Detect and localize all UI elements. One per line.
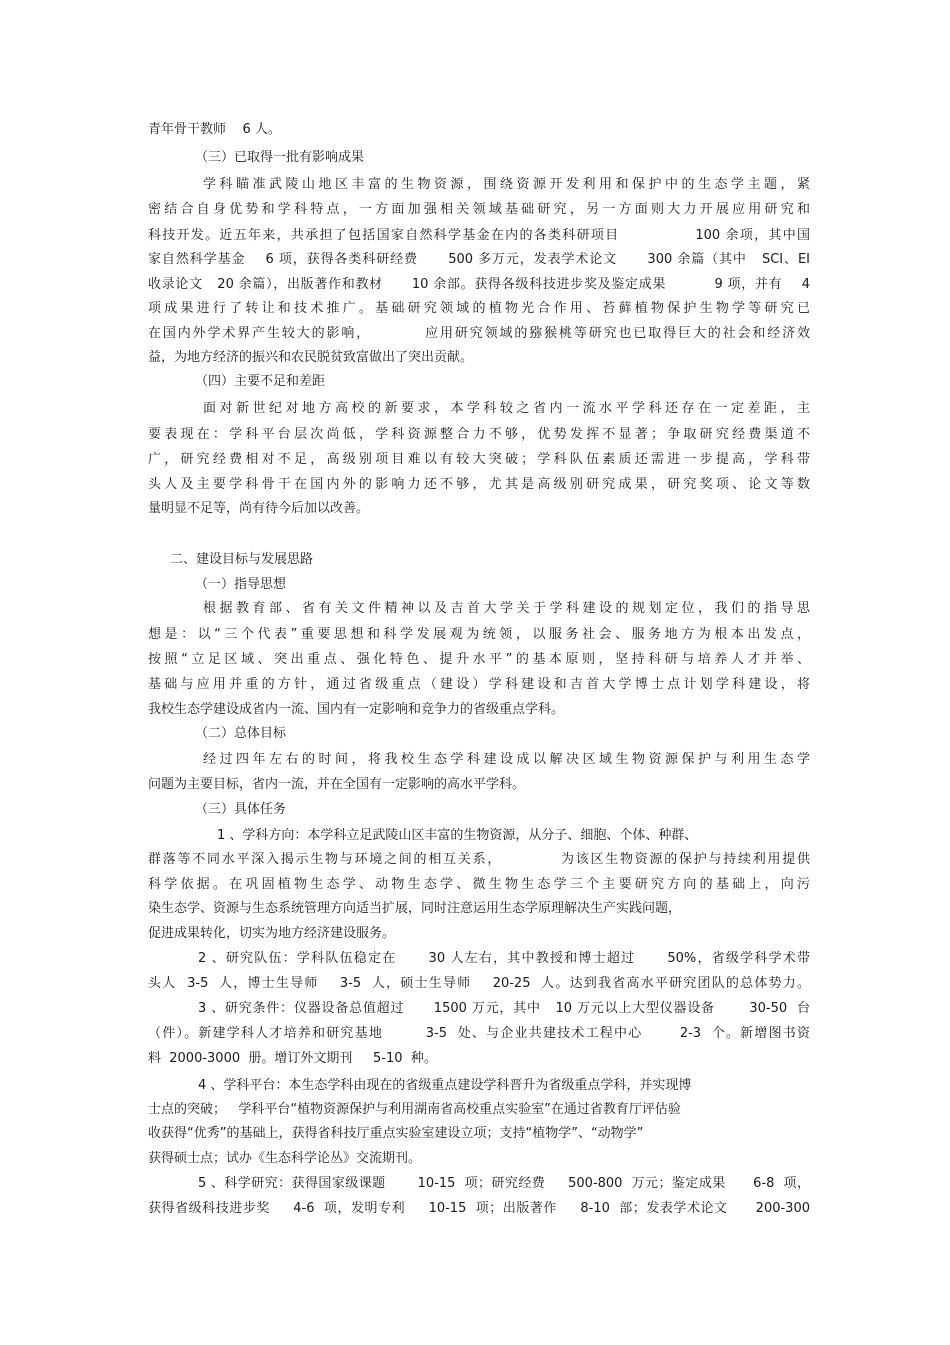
text-line: 益，为地方经济的振兴和农民脱贫致富做出了突出贡献。 bbox=[148, 350, 474, 365]
text-line: 4 、学科平台：本生态学科由现在的省级重点建设学科晋升为省级重点学科，并实现博 bbox=[198, 1078, 692, 1093]
section-heading: （四）主要不足和差距 bbox=[195, 374, 326, 389]
text-line: 5 、科学研究：获得国家级课题 10-15 项；研究经费 500-800 万元；鉴定成果 6-8 项， bbox=[198, 1176, 810, 1191]
text-line: 头人 3-5 人，博士生导师 3-5 人，硕士生导师 20-25 人。达到我省高水平研究团队的总体势力。 bbox=[148, 976, 810, 991]
text-line: 在国内外学术界产生较大的影响， 应用研究领域的猕猴桃等研究也已取得巨大的社会和经济效 bbox=[148, 326, 810, 341]
text-line: 项成果进行了转让和技术推广。基础研究领域的植物光合作用、苔藓植物保护生物学等研究已 bbox=[148, 301, 810, 316]
text-line: 问题为主要目标，省内一流，并在全国有一定影响的高水平学科。 bbox=[148, 777, 526, 792]
text-line: 3 、研究条件：仪器设备总值超过 1500 万元，其中 10 万元以上大型仪器设备 30-50 台 bbox=[198, 1001, 810, 1016]
text-line: 基础与应用并重的方针，通过省级重点（建设）学科建设和吉首大学博士点计划学科建设，将 bbox=[148, 677, 810, 692]
text-line: 经过四年左右的时间，将我校生态学科建设成以解决区域生物资源保护与利用生态学 bbox=[203, 752, 810, 767]
text-line: 士点的突破； 学科平台“植物资源保护与利用湖南省高校重点实验室”在通过省教育厅评估验 bbox=[148, 1102, 681, 1117]
text-line: 学科瞄准武陵山地区丰富的生物资源，围绕资源开发利用和保护中的生态学主题，紧 bbox=[203, 177, 810, 192]
text-line: 量明显不足等，尚有待今后加以改善。 bbox=[148, 501, 370, 516]
text-line: 家自然科学基金 6 项，获得各类科研经费 500 多万元，发表学术论文 300 余篇（其中 SCI、EI bbox=[148, 252, 810, 267]
section-heading: （一）指导思想 bbox=[195, 577, 287, 592]
text-line: 促进成果转化，切实为地方经济建设服务。 bbox=[148, 926, 396, 941]
text-line: 收录论文 20 余篇），出版著作和教材 10 余部。获得各级科技进步奖及鉴定成果 9 项，并有 4 bbox=[148, 277, 810, 292]
text-line: 获得省级科技进步奖 4-6 项，发明专利 10-15 项；出版著作 8-10 部；发表学术论文 200-300 bbox=[148, 1201, 810, 1216]
text-line: 面对新世纪对地方高校的新要求，本学科较之省内一流水平学科还存在一定差距，主 bbox=[203, 401, 810, 416]
text-line: 科技开发。近五年来，共承担了包括国家自然科学基金在内的各类科研项目 100 余项，其中国 bbox=[148, 228, 810, 243]
chapter-heading: 二、建设目标与发展思路 bbox=[170, 552, 314, 567]
text-line: 密结合自身优势和学科特点，一方面加强相关领域基础研究，另一方面则大力开展应用研究和 bbox=[148, 202, 810, 217]
text-line: （件）。新建学科人才培养和研究基地 3-5 处、与企业共建技术工程中心 2-3 个。新增图书资 bbox=[148, 1026, 810, 1041]
text-line: 2 、研究队伍：学科队伍稳定在 30 人左右，其中教授和博士超过 50%，省级学科学术带 bbox=[198, 951, 810, 966]
text-line: 要表现在：学科平台层次尚低，学科资源整合力不够，优势发挥不显著；争取研究经费渠道不 bbox=[148, 427, 810, 442]
text-line: 染生态学、资源与生态系统管理方向适当扩展，同时注意运用生态学原理解决生产实践问题， bbox=[148, 901, 682, 916]
text-line: 科学依据。在巩固植物生态学、动物生态学、微生物生态学三个主要研究方向的基础上，向污 bbox=[148, 877, 810, 892]
text-line: 1 、学科方向：本学科立足武陵山区丰富的生物资源，从分子、细胞、个体、种群、 bbox=[217, 828, 698, 843]
text-line: 料 2000-3000 册。增订外文期刊 5-10 种。 bbox=[148, 1051, 437, 1066]
text-line: 头人及主要学科骨干在国内外的影响力还不够，尤其是高级别研究成果，研究奖项、论文等数 bbox=[148, 477, 810, 492]
text-line: 想是：以“三个代表”重要思想和科学发展观为统领，以服务社会、服务地方为根本出发点， bbox=[148, 627, 810, 642]
text-line: 群落等不同水平深入揭示生物与环境之间的相互关系， 为该区生物资源的保护与持续利用提供 bbox=[148, 852, 810, 867]
section-heading: （二）总体目标 bbox=[195, 726, 287, 741]
text-line: 获得硕士点；试办《生态科学论丛》交流期刊。 bbox=[148, 1151, 422, 1166]
text-line: 按照“立足区域、突出重点、强化特色、提升水平”的基本原则，坚持科研与培养人才并举、 bbox=[148, 652, 810, 667]
section-heading: （三）具体任务 bbox=[195, 802, 287, 817]
text-line: 收获得“优秀”的基础上，获得省科技厅重点实验室建设立项；支持“植物学”、“动物学” bbox=[148, 1126, 644, 1141]
text-line: 根据教育部、省有关文件精神以及吉首大学关于学科建设的规划定位，我们的指导思 bbox=[203, 601, 810, 616]
text-line: 广，研究经费相对不足，高级别项目难以有较大突破；学科队伍素质还需进一步提高，学科带 bbox=[148, 452, 810, 467]
text-line: 青年骨干教师 6 人。 bbox=[148, 122, 281, 137]
text-line: 我校生态学建设成省内一流、国内有一定影响和竞争力的省级重点学科。 bbox=[148, 702, 565, 717]
section-heading: （三）已取得一批有影响成果 bbox=[195, 150, 365, 165]
